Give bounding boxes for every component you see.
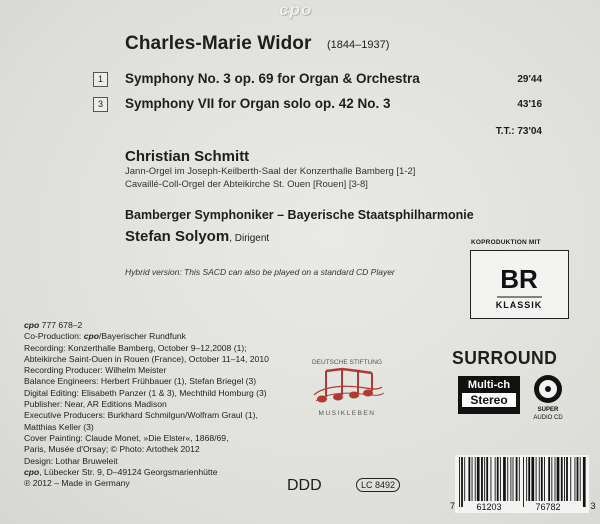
svg-text:MUSIKLEBEN: MUSIKLEBEN [318,410,376,417]
cpo-logo: cpo [279,0,313,19]
credit-line: Design: Lothar Bruweleit [24,455,118,466]
soloist-name: Christian Schmitt [125,148,250,165]
catalog-number: 777 678–2 [39,320,83,330]
credit-line: Digital Editing: Elisabeth Panzer (1 & 3), Mechthild Homburg (3) [24,387,267,398]
credit-line: Publisher: Near, AR Editions Madison [24,399,167,410]
deutsche-stiftung-logo [302,357,392,424]
composer-name: Charles-Marie Widor [125,33,312,54]
coproduction-label: KOPRODUKTION MIT [471,239,541,246]
label-code: LC 8492 [356,478,400,492]
credit-line: Recording Producer: Wilhelm Meister [24,365,167,376]
br-sub: KLASSIK [495,300,543,310]
organ-line: Cavaillé-Coll-Orgel der Abteikirche St. Ouen [Rouen] [3-8] [125,179,368,190]
orchestra-name: Bamberger Symphoniker – Bayerische Staatsphilharmonie [125,208,474,222]
svg-text:7: 7 [450,501,456,511]
svg-text:SUPER: SUPER [537,407,559,413]
track-number-box: 1 [93,72,108,87]
credit-line: Cover Painting: Claude Monet, »Die Elster«, 1868/69, [24,432,229,443]
composer-dates: (1844–1937) [327,39,390,51]
credit-line: Executive Producers: Burkhard Schmilgun/Wolfram Graul (1), [24,410,258,421]
svg-text:3: 3 [590,501,596,511]
track-number-box: 3 [93,97,108,112]
work-duration: 29'44 [517,74,542,85]
multich-stereo-logo [458,376,520,414]
conductor-role: , Dirigent [229,233,270,244]
work-title: Symphony VII for Organ solo op. 42 No. 3 [125,96,391,111]
hybrid-note: Hybrid version: This SACD can also be played on a standard CD Player [125,267,395,277]
cpo-brand: cpo [24,320,40,330]
br-klassik-logo [470,250,569,319]
credit-line: Recording: Konzerthalle Bamberg, October 9–12,2008 (1); [24,342,247,353]
svg-text:76782: 76782 [535,502,561,512]
svg-text:DEUTSCHE STIFTUNG: DEUTSCHE STIFTUNG [311,359,383,366]
svg-text:61203: 61203 [476,502,502,512]
credit-line: Matthias Keller (3) [24,421,94,432]
organ-line: Jann-Orgel im Joseph-Keilberth-Saal der Konzerthalle Bamberg [1-2] [125,166,416,177]
sacd-logo [524,373,572,426]
multich-label: Multi-ch [467,379,511,391]
credits-block [24,320,269,489]
barcode [447,455,597,518]
ddd-code: DDD [287,477,322,494]
br-logo-graphic [471,251,568,318]
conductor-name: Stefan Solyom [125,228,230,245]
surround-logo: SURROUND [452,347,558,368]
work-duration: 43'16 [517,99,542,110]
svg-text:AUDIO CD: AUDIO CD [533,415,563,421]
work-title: Symphony No. 3 op. 69 for Organ & Orchestra [125,71,420,86]
copyright-line: ℗ 2012 – Made in Germany [24,478,130,489]
br-letters: BR [500,264,538,294]
credit-line: Paris, Musée d'Orsay; © Photo: Artothek 2012 [24,444,200,455]
conductor [125,228,269,245]
address-line: cpo, Lübecker Str. 9, D–49124 Georgsmarienhütte [24,466,218,477]
credit-line: Abteikirche Saint-Ouen in Rouen (France), October 11–14, 2010 [24,353,269,364]
stereo-label: Stereo [462,393,516,407]
sacd-disc-icon [524,373,572,421]
total-time: T.T.: 73'04 [495,126,542,137]
musical-notes-icon [302,357,392,419]
coproduction-line: Co-Production: cpo/Bayerischer Rundfunk [24,331,186,342]
barcode-graphic [447,455,597,513]
credit-line: Balance Engineers: Herbert Frühbauer (1), Stefan Briegel (3) [24,376,257,387]
catalog-line [24,320,269,331]
